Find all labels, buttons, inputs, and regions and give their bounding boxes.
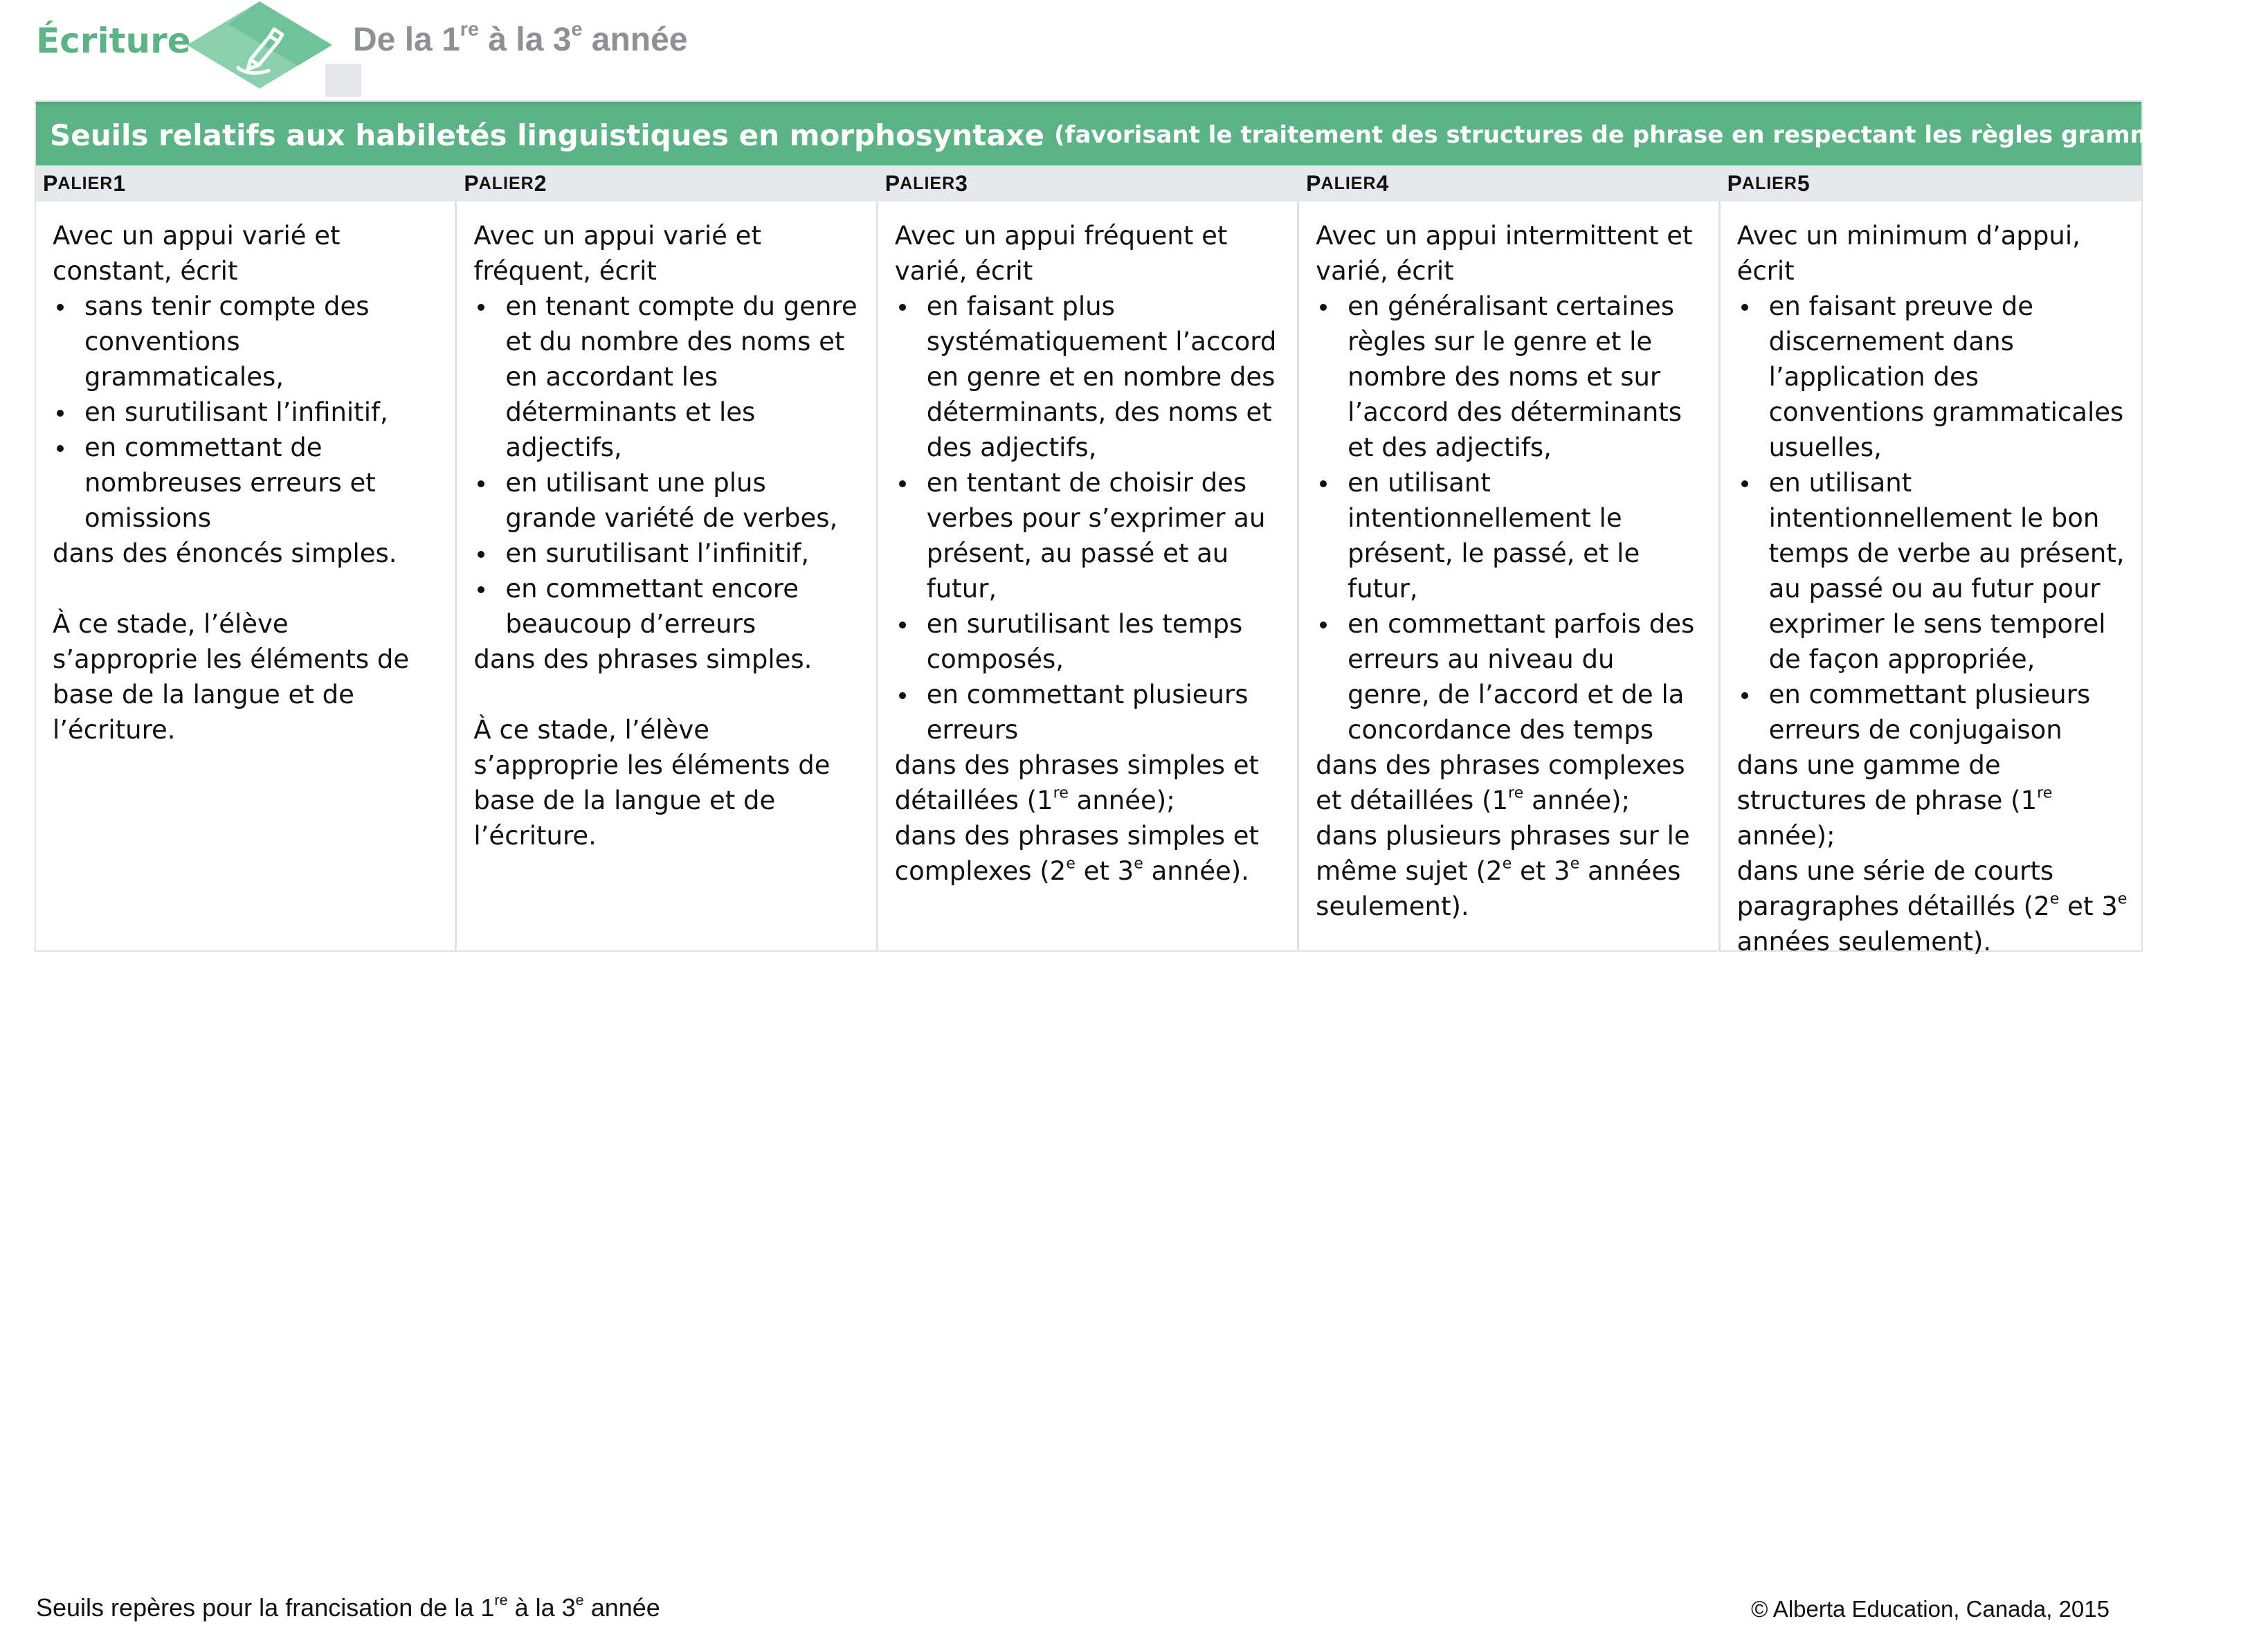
palier-1-cell [36,201,457,950]
list-item: en commettant plusieurs erreurs de conjugaison [1737,677,2128,748]
cell-context: dans plusieurs phrases sur le même sujet (2e et 3e années seulement). [1316,821,1690,921]
palier-3-cell [878,201,1299,950]
cell-intro: Avec un minimum d’appui, écrit [1736,221,2080,286]
palier-header-row [36,165,2141,201]
footer-copyright: © Alberta Education, Canada, 2015 [1751,1596,2110,1622]
palier-columns [36,201,2141,957]
list-item: en commettant parfois des erreurs au niveau du genre, de l’accord et de la concordance des temps [1316,606,1704,748]
cell-bullets [895,289,1283,748]
cell-context: dans des phrases simples et détaillées (1re année); [894,750,1260,815]
list-item: en tenant compte du genre et du nombre des noms et en accordant les déterminants et les adjectifs, [473,289,862,465]
cell-bullets [53,289,441,536]
list-item: en utilisant intentionnellement le présent, le passé, et le futur, [1316,465,1704,606]
list-item: en surutilisant l’infinitif, [53,395,441,430]
thresholds-table [35,100,2268,957]
list-item: en utilisant intentionnellement le bon temps de verbe au présent, au passé ou au futur pour exprimer le sens temporel de façon appropriée, [1737,465,2128,677]
table-subtitle: (favorisant le traitement des structures de phrase en respectant les règles grammaticales) [1054,121,2268,149]
grade-range: De la 1re à la 3e année [353,18,688,58]
cell-note: À ce stade, l’élève s’approprie les éléments de base de la langue et de l’écriture. [473,715,831,851]
table-title-bar [36,102,2268,165]
subject-title: Écriture [36,21,191,61]
palier-2-cell [457,201,878,950]
list-item: en commettant encore beaucoup d’erreurs [473,571,862,642]
palier-4-cell [1299,201,1720,950]
palier-5-cell [1721,201,2141,957]
palier-header: P ALIER 3 [884,170,968,196]
cell-context: dans des phrases simples et complexes (2e et 3e année). [894,821,1260,886]
page-header [36,0,867,97]
list-item: en faisant preuve de discernement dans l’application des conventions grammaticales usuelles, [1737,289,2128,465]
list-item: en utilisant une plus grande variété de verbes, [473,465,862,536]
cell-context: dans des énoncés simples. [53,538,397,568]
palier-header: P ALIER 4 [1306,170,1389,196]
cell-context: dans des phrases simples. [473,644,813,674]
list-item: en faisant plus systématiquement l’accord en genre et en nombre des déterminants, des noms et des adjectifs, [895,289,1283,465]
table-title: Seuils relatifs aux habiletés linguistiques en morphosyntaxe [50,118,1045,152]
cell-context: dans des phrases complexes et détaillées (1re année); [1316,750,1685,815]
list-item: en tentant de choisir des verbes pour s’exprimer au présent, au passé et au futur, [895,465,1283,606]
list-item: en commettant de nombreuses erreurs et omissions [53,430,441,536]
cell-intro: Avec un appui fréquent et varié, écrit [894,221,1228,286]
cell-context: dans une série de courts paragraphes détaillés (2e et 3e années seulement). [1736,856,2128,957]
list-item: en commettant plusieurs erreurs [895,677,1283,748]
list-item: en surutilisant les temps composés, [895,606,1283,677]
cell-bullets [1316,289,1704,748]
cell-bullets [473,289,862,642]
footer-document-title: Seuils repères pour la francisation de la 1re à la 3e année [36,1591,660,1622]
cell-context: dans une gamme de structures de phrase (1re année); [1736,750,2053,851]
list-item: en généralisant certaines règles sur le genre et le nombre des noms et sur l’accord des déterminants et des adjectifs, [1316,289,1704,465]
palier-header: P ALIER 1 [43,170,126,196]
list-item: en surutilisant l’infinitif, [473,536,862,571]
cell-note: À ce stade, l’élève s’approprie les éléments de base de la langue et de l’écriture. [53,609,410,745]
palier-header: P ALIER 5 [1727,170,1810,196]
cell-intro: Avec un appui intermittent et varié, écrit [1316,221,1693,286]
palier-header: P ALIER 2 [464,170,547,196]
cell-intro: Avec un appui varié et constant, écrit [53,221,341,286]
list-item: sans tenir compte des conventions grammaticales, [53,289,441,395]
cell-bullets [1737,289,2128,748]
cell-intro: Avec un appui varié et fréquent, écrit [473,221,761,286]
writing-hand-diamond-icon [187,1,332,89]
